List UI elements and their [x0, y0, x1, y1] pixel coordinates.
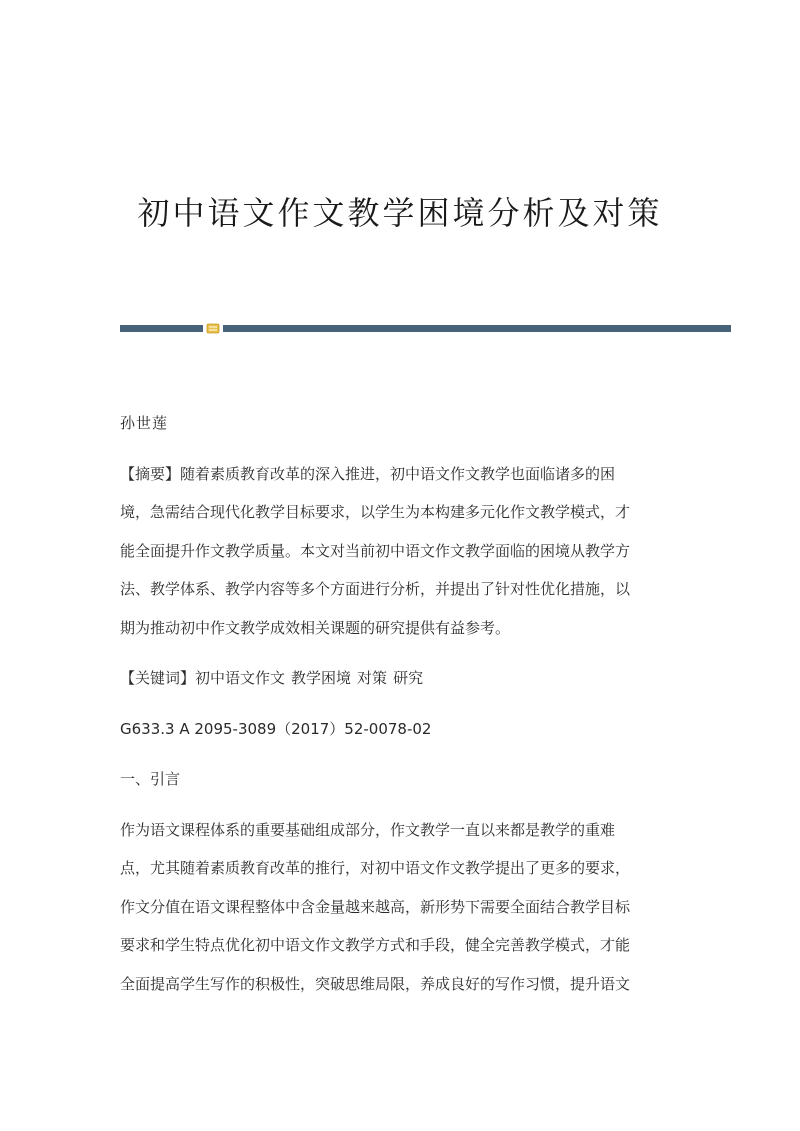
- author-name: 孙世莲: [120, 414, 169, 432]
- keyword: 研究: [393, 669, 424, 687]
- title-divider: [120, 325, 731, 332]
- keywords-label: 【关键词】: [120, 669, 196, 687]
- article-body: [120, 404, 680, 1003]
- intro-line: 要求和学生特点优化初中语文作文教学方式和手段，健全完善教学模式，才能: [120, 936, 631, 954]
- abstract: [120, 455, 680, 648]
- abstract-line: 法、教学体系、教学内容等多个方面进行分析，并提出了针对性优化措施，以: [120, 580, 631, 598]
- section-heading: 一、引言: [120, 770, 181, 788]
- abstract-line: 【摘要】随着素质教育改革的深入推进，初中语文作文教学也面临诸多的困: [120, 464, 616, 483]
- intro-line: 作为语文课程体系的重要基础组成部分，作文教学一直以来都是教学的重难: [120, 820, 616, 839]
- intro-line: 作文分值在语文课程整体中含金量越来越高，新形势下需要全面结合教学目标: [120, 897, 631, 916]
- abstract-line: 能全面提升作文教学质量。本文对当前初中语文作文教学面临的困境从教学方: [120, 541, 631, 560]
- keyword: 对策: [357, 669, 388, 687]
- classification-code: G633.3 A 2095-3089（2017）52-0078-02: [120, 719, 432, 738]
- divider-left-bar: [120, 325, 203, 332]
- divider-ornament-icon: [206, 323, 220, 334]
- page-title: 初中语文作文教学困境分析及对策: [137, 194, 663, 232]
- keyword: 教学困境: [291, 669, 352, 687]
- abstract-line: 期为推动初中作文教学成效相关课题的研究提供有益参考。: [120, 618, 511, 637]
- keywords: [120, 659, 680, 698]
- intro-paragraph: [120, 811, 680, 1004]
- abstract-line: 境，急需结合现代化教学目标要求，以学生为本构建多元化作文教学模式，才: [120, 503, 631, 521]
- keyword: 初中语文作文: [195, 669, 286, 687]
- intro-line: 全面提高学生写作的积极性，突破思维局限，养成良好的写作习惯，提升语文: [120, 974, 631, 993]
- intro-line: 点，尤其随着素质教育改革的推行，对初中语文作文教学提出了更多的要求，: [120, 859, 631, 877]
- divider-right-bar: [223, 325, 731, 332]
